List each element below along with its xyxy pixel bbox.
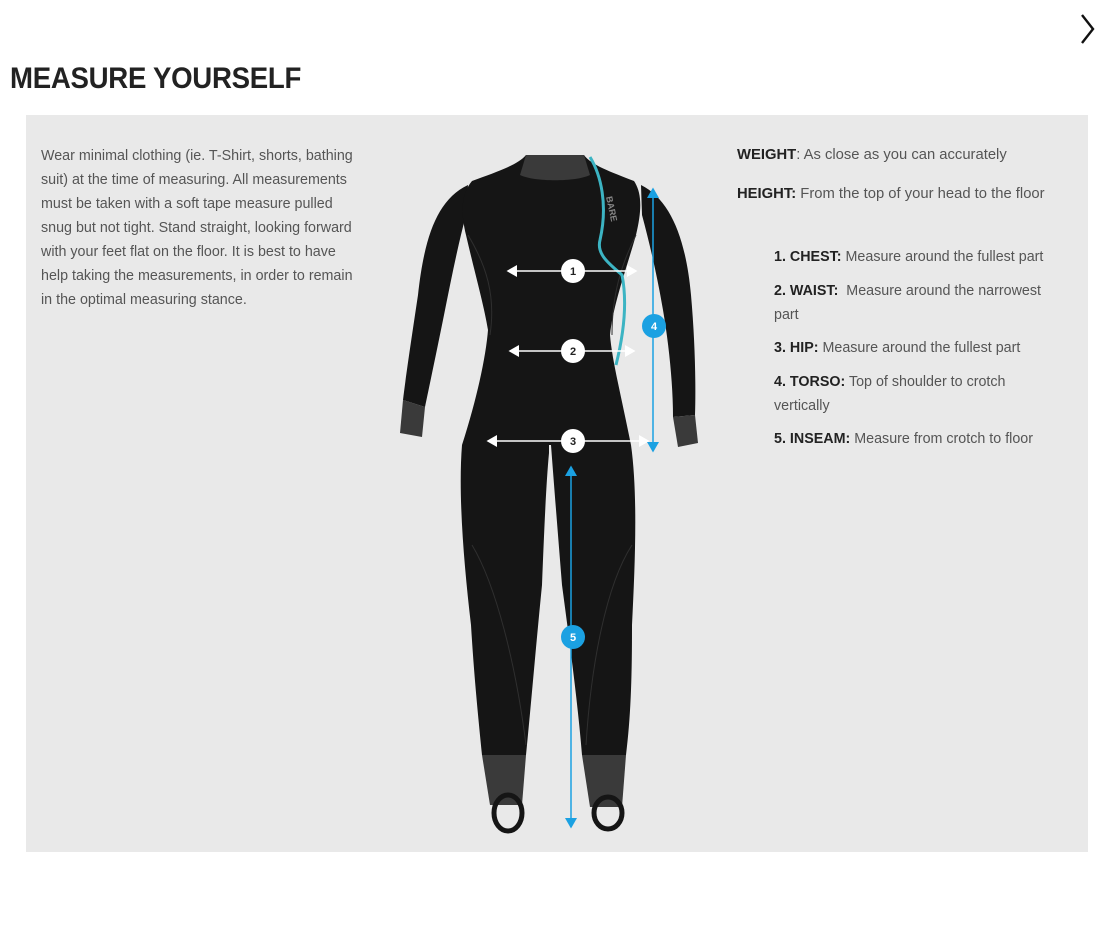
height-spec	[737, 182, 1047, 206]
measurement-list	[774, 245, 1064, 461]
intro-text: Wear minimal clothing (ie. T-Shirt, shorts, bathing suit) at the time of measuring. All measurements must be taken with a soft tape measure pulled snug but not tight. Stand straight, looking forward with your feet flat on the floor. It is best to have help taking the measurements, in order to remain in the optimal measuring stance.	[41, 148, 353, 308]
weight-text: : As close as you can accurately	[796, 147, 1007, 163]
weight-label: WEIGHT	[737, 147, 797, 163]
height-text: From the top of your head to the floor	[796, 186, 1045, 202]
marker-chest	[561, 259, 585, 283]
right-arm	[641, 185, 695, 417]
marker-torso	[642, 314, 666, 338]
right-cuff	[673, 415, 698, 447]
left-leg	[461, 445, 549, 755]
weight-spec	[737, 143, 1007, 167]
marker-waist	[561, 339, 585, 363]
list-item-chest: 1. CHEST: Measure around the fullest part	[774, 249, 1044, 265]
wetsuit-figure	[386, 145, 726, 840]
page-title: MEASURE YOURSELF	[10, 62, 302, 95]
svg-text:3: 3	[569, 436, 577, 448]
list-item-torso: 4. TORSO: Top of shoulder to crotch vertically	[774, 373, 1006, 414]
close-button[interactable]	[1078, 12, 1095, 48]
svg-text:2: 2	[569, 346, 577, 358]
marker-inseam	[561, 625, 585, 649]
brand-mark: BARE	[604, 195, 620, 223]
left-arm	[403, 185, 468, 407]
wetsuit-illustration	[386, 145, 726, 835]
collar	[520, 155, 590, 180]
measure-panel	[26, 115, 1088, 852]
list-item-hip: 3. HIP: Measure around the fullest part	[774, 340, 1021, 356]
svg-text:5: 5	[569, 632, 577, 644]
svg-text:1: 1	[569, 266, 577, 278]
svg-text:4: 4	[650, 321, 658, 333]
height-label: HEIGHT:	[737, 186, 797, 202]
marker-hip	[561, 429, 585, 453]
right-leg	[551, 445, 635, 755]
close-chevron-icon	[1078, 12, 1095, 48]
list-item-inseam: 5. INSEAM: Measure from crotch to floor	[774, 431, 1034, 447]
list-item-waist: 2. WAIST: Measure around the narrowest part	[774, 282, 1045, 323]
